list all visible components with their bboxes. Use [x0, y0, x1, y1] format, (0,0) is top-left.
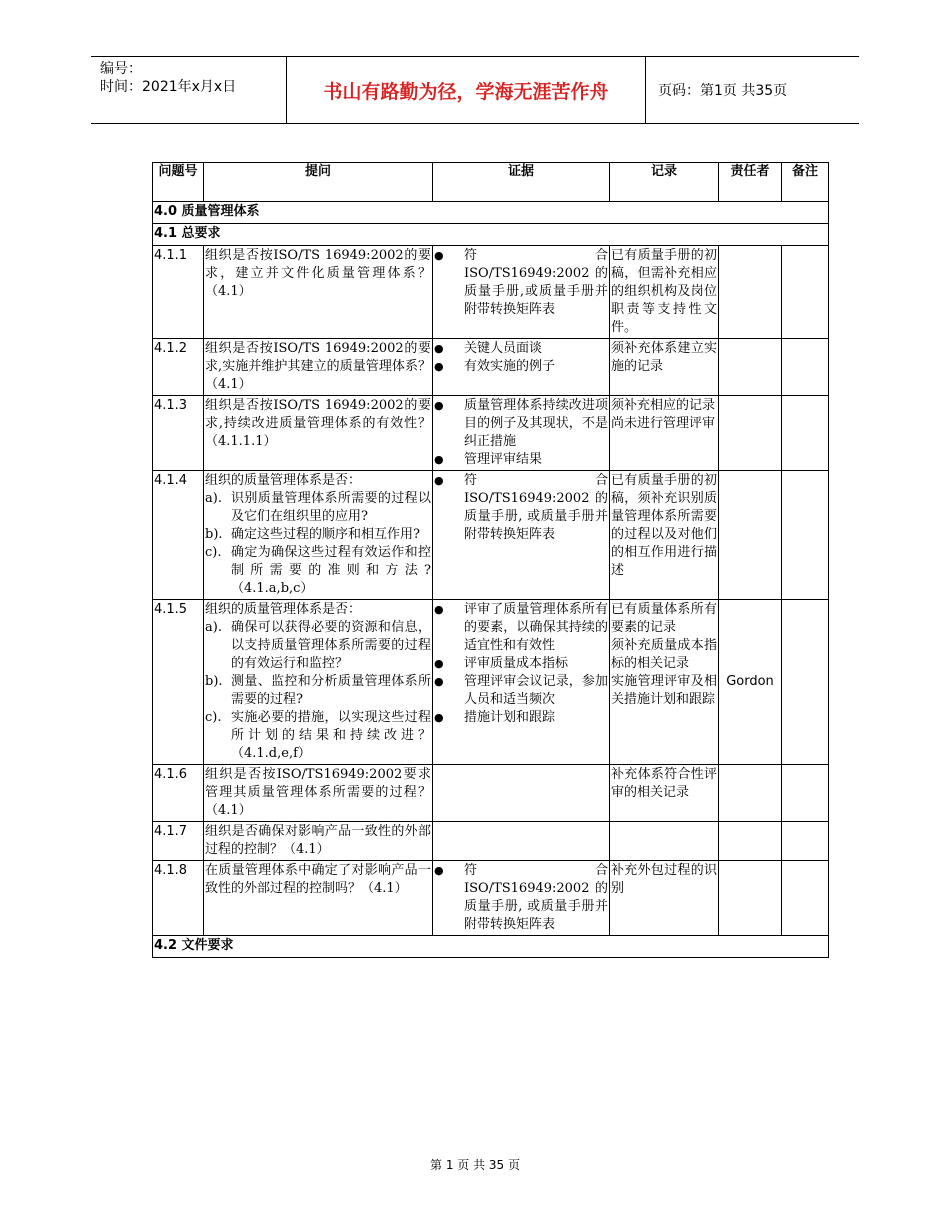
- header-motto: 书山有路勤为径，学海无涯苦作舟: [286, 57, 646, 123]
- bullet-icon: ●: [434, 603, 444, 616]
- row-id: 4.1.4: [153, 471, 204, 600]
- evidence-text: 评审了质量管理体系所有的要素，以确保其持续的适宜性和有效性: [464, 602, 608, 653]
- row-owner: [719, 339, 782, 396]
- row-evidence: [433, 861, 610, 936]
- evidence-text: 措施计划和跟踪: [464, 710, 556, 725]
- row-question: 组织是否确保对影响产品一致性的外部过程的控制？（4.1）: [204, 822, 433, 861]
- record-line: 须补充相应的记录: [611, 398, 716, 413]
- table-row: [153, 339, 829, 396]
- evidence-item: [434, 709, 608, 727]
- record-line: 尚未进行管理评审: [611, 416, 716, 431]
- section-row: [153, 202, 829, 224]
- row-remark: [782, 765, 829, 822]
- bullet-icon: ●: [434, 657, 444, 670]
- evidence-text: 符合ISO/TS16949:2002的质量手册, 或质量手册并附带转换矩阵表: [464, 473, 608, 542]
- row-owner: [719, 471, 782, 600]
- row-remark: [782, 822, 829, 861]
- evidence-text: 符合ISO/TS16949:2002的质量手册,或质量手册并附带转换矩阵表: [464, 248, 608, 317]
- subitem-label: a).: [205, 620, 222, 635]
- question-intro: 组织的质量管理体系是否：: [205, 473, 362, 488]
- row-remark: [782, 600, 829, 765]
- row-record: 补充外包过程的识别: [610, 861, 719, 936]
- row-evidence: [433, 396, 610, 471]
- row-remark: [782, 861, 829, 936]
- col-header-evidence: 证据: [433, 163, 610, 202]
- evidence-item: [434, 655, 608, 673]
- evidence-text: 有效实施的例子: [464, 359, 556, 374]
- row-id: 4.1.7: [153, 822, 204, 861]
- row-evidence: [433, 339, 610, 396]
- subitem-label: c).: [205, 710, 222, 725]
- evidence-text: 管理评审会议记录，参加人员和适当频次: [464, 674, 608, 707]
- row-record: [610, 396, 719, 471]
- bullet-icon: ●: [434, 453, 444, 466]
- row-remark: [782, 339, 829, 396]
- subitem-text: 确定为确保这些过程有效运作和控制所需要的准则和方法?（4.1.a,b,c）: [231, 545, 431, 596]
- bullet-icon: ●: [434, 675, 444, 688]
- row-id: 4.1.2: [153, 339, 204, 396]
- evidence-item: [434, 673, 608, 709]
- col-header-question: 提问: [204, 163, 433, 202]
- subsection-title-42: 4.2 文件要求: [153, 936, 829, 958]
- evidence-text: 符合ISO/TS16949:2002的质量手册, 或质量手册并附带转换矩阵表: [464, 863, 608, 932]
- row-remark: [782, 396, 829, 471]
- bullet-icon: ●: [434, 474, 444, 487]
- evidence-item: [434, 340, 608, 358]
- table-row: [153, 396, 829, 471]
- evidence-item: [434, 862, 608, 934]
- row-evidence: [433, 471, 610, 600]
- row-evidence: [433, 765, 610, 822]
- header-page-label: 页码：第1页 共35页: [658, 83, 788, 99]
- bullet-icon: ●: [434, 399, 444, 412]
- col-header-remark: 备注: [782, 163, 829, 202]
- col-header-id: 问题号: [153, 163, 204, 202]
- row-question: 组织是否按ISO/TS 16949:2002的要求,持续改进质量管理体系的有效性？（4.1.1.1）: [204, 396, 433, 471]
- col-header-owner: 责任者: [719, 163, 782, 202]
- subitem-label: b).: [205, 527, 223, 542]
- subitem-text: 测量、监控和分析质量管理体系所需要的过程?: [231, 674, 431, 707]
- bullet-icon: ●: [434, 342, 444, 355]
- subitem-label: c).: [205, 545, 222, 560]
- evidence-text: 质量管理体系持续改进项目的例子及其现状，不是纠正措施: [464, 398, 608, 449]
- evidence-item: [434, 397, 608, 451]
- evidence-text: 评审质量成本指标: [464, 656, 569, 671]
- question-subitem: [205, 544, 431, 598]
- section-title: 4.0 质量管理体系: [153, 202, 829, 224]
- header-info: [91, 57, 286, 123]
- table-header-row: [153, 163, 829, 202]
- row-evidence: [433, 822, 610, 861]
- audit-checklist-table: [152, 162, 829, 958]
- evidence-item: [434, 358, 608, 376]
- row-id: 4.1.6: [153, 765, 204, 822]
- row-owner: Gordon: [719, 600, 782, 765]
- subitem-text: 确定这些过程的顺序和相互作用?: [231, 527, 420, 542]
- row-remark: [782, 246, 829, 339]
- row-remark: [782, 471, 829, 600]
- table-row: [153, 861, 829, 936]
- bullet-icon: ●: [434, 864, 444, 877]
- header-number-label: 编号：: [100, 61, 142, 77]
- subsection-row: [153, 224, 829, 246]
- question-subitem: [205, 490, 431, 526]
- record-line: 实施管理评审及相关措施计划和跟踪: [611, 674, 717, 707]
- subitem-label: a).: [205, 491, 222, 506]
- subitem-text: 确保可以获得必要的资源和信息，以支持质量管理体系所需要的过程的有效运行和监控？: [231, 620, 431, 671]
- evidence-item: [434, 472, 608, 544]
- table-row: [153, 471, 829, 600]
- question-subitem: [205, 619, 431, 673]
- subsection-row: [153, 936, 829, 958]
- record-line: 须补充质量成本指标的相关记录: [611, 638, 717, 671]
- row-id: 4.1.5: [153, 600, 204, 765]
- row-id: 4.1.8: [153, 861, 204, 936]
- subsection-title-41: 4.1 总要求: [153, 224, 829, 246]
- bullet-icon: ●: [434, 360, 444, 373]
- header-time-label: 时间：2021年x月x日: [100, 79, 237, 95]
- row-owner: [719, 822, 782, 861]
- col-header-record: 记录: [610, 163, 719, 202]
- evidence-item: [434, 247, 608, 319]
- row-owner: [719, 861, 782, 936]
- row-question: 在质量管理体系中确定了对影响产品一致性的外部过程的控制吗？（4.1）: [204, 861, 433, 936]
- table-row: [153, 765, 829, 822]
- bullet-icon: ●: [434, 249, 444, 262]
- row-question: [204, 471, 433, 600]
- evidence-item: [434, 451, 608, 469]
- record-line: 已有质量体系所有要素的记录: [611, 602, 717, 635]
- row-record: [610, 822, 719, 861]
- row-owner: [719, 396, 782, 471]
- row-evidence: [433, 246, 610, 339]
- row-question: 组织是否按ISO/TS 16949:2002的要求，建立并文件化质量管理体系？（4.1）: [204, 246, 433, 339]
- bullet-icon: ●: [434, 711, 444, 724]
- row-question: [204, 600, 433, 765]
- question-subitem: [205, 526, 431, 544]
- row-record: 已有质量手册的初稿，但需补充相应的组织机构及岗位职责等支持性文件。: [610, 246, 719, 339]
- evidence-text: 关键人员面谈: [464, 341, 543, 356]
- subitem-label: b).: [205, 674, 223, 689]
- row-evidence: [433, 600, 610, 765]
- question-subitem: [205, 709, 431, 763]
- evidence-text: 管理评审结果: [464, 452, 543, 467]
- row-id: 4.1.3: [153, 396, 204, 471]
- row-id: 4.1.1: [153, 246, 204, 339]
- row-record: 补充体系符合性评审的相关记录: [610, 765, 719, 822]
- evidence-item: [434, 601, 608, 655]
- table-row: [153, 822, 829, 861]
- subitem-text: 实施必要的措施，以实现这些过程所计划的结果和持续改进？（4.1.d,e,f）: [231, 710, 431, 761]
- row-owner: [719, 246, 782, 339]
- table-row: [153, 246, 829, 339]
- table-row: [153, 600, 829, 765]
- row-question: 组织是否按ISO/TS16949:2002要求管理其质量管理体系所需要的过程？ （4.1）: [204, 765, 433, 822]
- row-record: 须补充体系建立实施的记录: [610, 339, 719, 396]
- question-subitem: [205, 673, 431, 709]
- row-question: 组织是否按ISO/TS 16949:2002的要求,实施并维护其建立的质量管理体系？（4.1）: [204, 339, 433, 396]
- page-footer: 第 1 页 共 35 页: [430, 1158, 520, 1172]
- question-intro: 组织的质量管理体系是否：: [205, 602, 362, 617]
- subitem-text: 识别质量管理体系所需要的过程以及它们在组织里的应用?: [231, 491, 431, 524]
- row-owner: [719, 765, 782, 822]
- row-record: [610, 600, 719, 765]
- row-record: 已有质量手册的初稿，须补充识别质量管理体系所需要的过程以及对他们的相互作用进行描述: [610, 471, 719, 600]
- page-header: [91, 56, 859, 124]
